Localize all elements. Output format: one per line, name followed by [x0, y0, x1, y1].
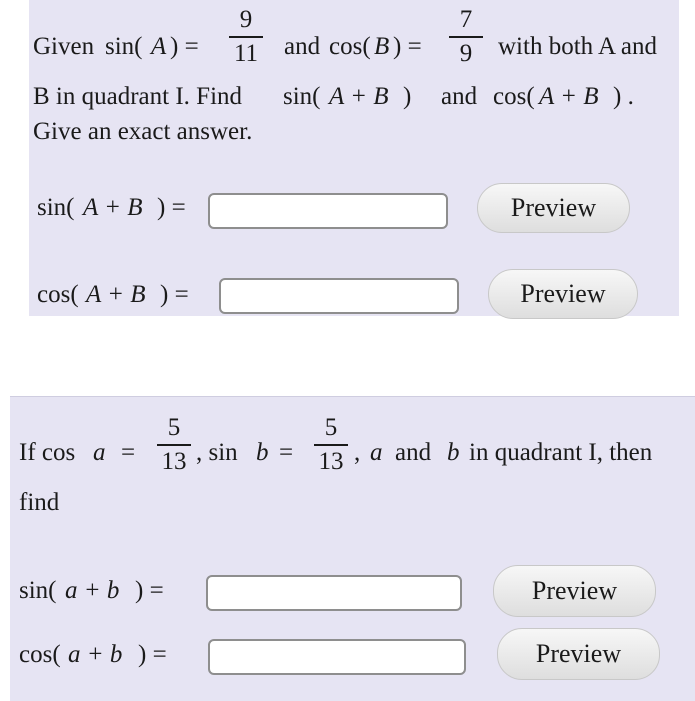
- sin-preview-button[interactable]: Preview: [493, 565, 656, 617]
- equals-text: ) =: [157, 194, 186, 221]
- and-text: and: [395, 439, 432, 466]
- and-text: and: [284, 33, 321, 60]
- cos-preview-button[interactable]: Preview: [488, 269, 638, 319]
- close-paren: ): [403, 83, 412, 110]
- fraction-5-13: [311, 414, 351, 476]
- var-a: a: [370, 439, 383, 466]
- var-a: A: [151, 33, 167, 60]
- quadrant-text: in quadrant I, then: [469, 439, 653, 466]
- equals-text: =: [121, 439, 136, 466]
- equals-text: ) =: [160, 281, 189, 308]
- sin-preview-button[interactable]: Preview: [477, 183, 630, 233]
- equals-text: ) =: [170, 33, 199, 60]
- cos-label: cos(: [19, 641, 61, 668]
- cos-text: cos(: [493, 83, 535, 110]
- fraction-denominator: 13: [318, 448, 344, 475]
- expr-a-plus-b: a + b: [68, 641, 123, 668]
- fraction-denominator: 13: [161, 448, 187, 475]
- close-paren-period: ) .: [613, 83, 634, 110]
- and-text: and: [441, 83, 478, 110]
- var-b: b: [447, 439, 460, 466]
- expr-a-plus-b: A + B: [539, 83, 599, 110]
- fraction-denominator: 9: [459, 40, 473, 67]
- var-b: B: [374, 33, 390, 60]
- with-both-text: with both A and: [498, 33, 658, 60]
- sin-text: sin(: [283, 83, 321, 110]
- fraction-numerator: 5: [167, 414, 181, 441]
- instruction-text: Give an exact answer.: [33, 118, 253, 145]
- cos-a-plus-b-answer-input[interactable]: [219, 278, 459, 314]
- fraction-numerator: 5: [324, 414, 338, 441]
- sin-label: sin(: [19, 577, 57, 604]
- var-b: b: [256, 439, 269, 466]
- fraction-9-11: [226, 6, 266, 68]
- quadrant-text: B in quadrant I. Find: [33, 83, 243, 110]
- fraction-numerator: 7: [459, 6, 473, 33]
- expr-a-plus-b: a + b: [65, 577, 120, 604]
- sin-a-plus-b-answer-input[interactable]: [208, 193, 448, 229]
- equals-text: ) =: [135, 577, 164, 604]
- find-text: find: [19, 489, 60, 516]
- if-cos-text: If cos: [19, 439, 76, 466]
- var-a: a: [93, 439, 106, 466]
- fraction-denominator: 11: [233, 40, 259, 67]
- equals-text-2: =: [279, 439, 294, 466]
- equals-text: ) =: [138, 641, 167, 668]
- expr-a-plus-b: A + B: [329, 83, 389, 110]
- fraction-numerator: 9: [239, 6, 253, 33]
- sin-text: , sin: [196, 439, 238, 466]
- expr-a-plus-b: A + B: [83, 194, 143, 221]
- given-text: Given: [33, 33, 95, 60]
- equals-text-2: ) =: [393, 33, 422, 60]
- sin-a-plus-b-answer-input[interactable]: [206, 575, 462, 611]
- comma: ,: [354, 439, 361, 466]
- sin-text: sin(: [105, 33, 143, 60]
- fraction-5-13: [154, 414, 194, 476]
- cos-text: cos(: [329, 33, 371, 60]
- cos-label: cos(: [37, 281, 79, 308]
- fraction-7-9: [446, 6, 486, 68]
- expr-a-plus-b: A + B: [86, 281, 146, 308]
- cos-preview-button[interactable]: Preview: [497, 628, 660, 680]
- cos-a-plus-b-answer-input[interactable]: [208, 639, 466, 675]
- sin-label: sin(: [37, 194, 75, 221]
